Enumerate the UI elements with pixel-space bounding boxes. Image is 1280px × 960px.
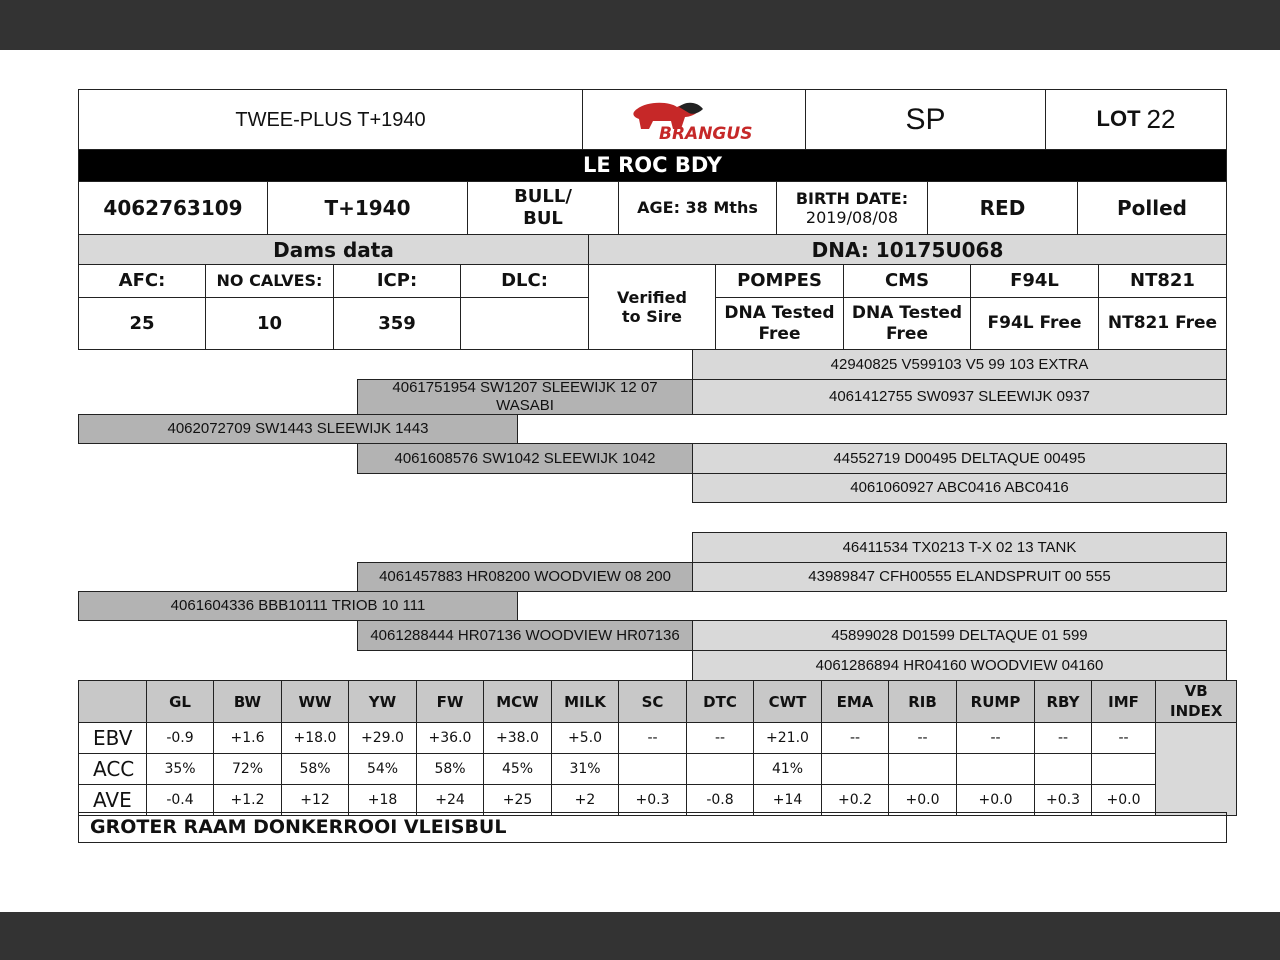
pedigree-sire-dam-sire: 44552719 D00495 DELTAQUE 00495 bbox=[692, 443, 1227, 474]
acc-cell bbox=[889, 754, 957, 785]
pedigree-dam-sire: 4061457883 HR08200 WOODVIEW 08 200 bbox=[357, 562, 693, 592]
ebv-header-cwt: CWT bbox=[754, 681, 822, 723]
ave-cell: +0.2 bbox=[822, 785, 889, 816]
ave-cell: +0.3 bbox=[1035, 785, 1092, 816]
pedigree-dam-dam-dam: 4061286894 HR04160 WOODVIEW 04160 bbox=[692, 650, 1227, 681]
ebv-cell: +21.0 bbox=[754, 723, 822, 754]
ebv-header-blank bbox=[79, 681, 147, 723]
row-label: AVE bbox=[79, 785, 147, 816]
tag: T+1940 bbox=[267, 181, 468, 235]
pedigree-dam-dam: 4061288444 HR07136 WOODVIEW HR07136 bbox=[357, 620, 693, 651]
dams-header-dlc: DLC: bbox=[460, 264, 589, 298]
pedigree-dam-sire-dam: 43989847 CFH00555 ELANDSPRUIT 00 555 bbox=[692, 562, 1227, 592]
ave-cell: -0.8 bbox=[687, 785, 754, 816]
animal-header-name: TWEE-PLUS T+1940 bbox=[78, 89, 583, 150]
ebv-cell: +5.0 bbox=[552, 723, 619, 754]
ebv-header-mcw: MCW bbox=[484, 681, 552, 723]
ebv-header-row bbox=[79, 681, 1237, 723]
ebv-cell: -- bbox=[619, 723, 687, 754]
age: AGE: 38 Mths bbox=[618, 181, 777, 235]
ebv-header-fw: FW bbox=[417, 681, 484, 723]
pedigree-sire-sire-sire: 42940825 V599103 V5 99 103 EXTRA bbox=[692, 349, 1227, 380]
header-code: SP bbox=[805, 89, 1046, 150]
ebv-header-imf: IMF bbox=[1092, 681, 1156, 723]
dna-value-pompes: DNA Tested Free bbox=[715, 297, 844, 350]
ebv-row bbox=[79, 723, 1237, 754]
ave-cell: +14 bbox=[754, 785, 822, 816]
acc-cell: 54% bbox=[349, 754, 417, 785]
color: RED bbox=[927, 181, 1078, 235]
dna-title: DNA: 10175U068 bbox=[588, 234, 1227, 265]
ebv-cell: +38.0 bbox=[484, 723, 552, 754]
ebv-cell: +18.0 bbox=[282, 723, 349, 754]
ebv-cell: -- bbox=[687, 723, 754, 754]
pedigree-sire-dam-dam: 4061060927 ABC0416 ABC0416 bbox=[692, 473, 1227, 503]
ebv-cell: +36.0 bbox=[417, 723, 484, 754]
vb-index-cell bbox=[1156, 723, 1237, 816]
dna-value-nt821: NT821 Free bbox=[1098, 297, 1227, 350]
ebv-cell: -- bbox=[957, 723, 1035, 754]
dna-header-nt821: NT821 bbox=[1098, 264, 1227, 298]
ebv-cell: -0.9 bbox=[147, 723, 214, 754]
acc-cell bbox=[687, 754, 754, 785]
dna-header-cms: CMS bbox=[843, 264, 971, 298]
ave-cell: +0.0 bbox=[957, 785, 1035, 816]
dna-header-pompes: POMPES bbox=[715, 264, 844, 298]
ave-cell: +0.0 bbox=[889, 785, 957, 816]
dams-value-dlc bbox=[460, 297, 589, 350]
acc-cell: 72% bbox=[214, 754, 282, 785]
footer-note: GROTER RAAM DONKERROOI VLEISBUL bbox=[78, 812, 1227, 843]
ebv-cell: -- bbox=[1092, 723, 1156, 754]
acc-cell bbox=[1092, 754, 1156, 785]
dna-verified: Verified to Sire bbox=[588, 264, 716, 350]
pedigree-dam-sire-sire: 46411534 TX0213 T-X 02 13 TANK bbox=[692, 532, 1227, 563]
ave-cell: +18 bbox=[349, 785, 417, 816]
ebv-cell: -- bbox=[822, 723, 889, 754]
acc-row bbox=[79, 754, 1237, 785]
bottom-dark-bar bbox=[0, 912, 1280, 960]
ave-cell: +12 bbox=[282, 785, 349, 816]
ebv-header-dtc: DTC bbox=[687, 681, 754, 723]
logo-text: BRANGUS bbox=[659, 123, 753, 144]
pedigree-dam: 4061604336 BBB10111 TRIOB 10 111 bbox=[78, 591, 518, 621]
ebv-header-ema: EMA bbox=[822, 681, 889, 723]
dams-header-icp: ICP: bbox=[333, 264, 461, 298]
ave-cell: +25 bbox=[484, 785, 552, 816]
acc-cell: 35% bbox=[147, 754, 214, 785]
acc-cell: 58% bbox=[417, 754, 484, 785]
ave-cell: +0.0 bbox=[1092, 785, 1156, 816]
dna-header-f94l: F94L bbox=[970, 264, 1099, 298]
acc-cell: 45% bbox=[484, 754, 552, 785]
ebv-cell: +29.0 bbox=[349, 723, 417, 754]
pedigree-sire-sire-dam: 4061412755 SW0937 SLEEWIJK 0937 bbox=[692, 379, 1227, 415]
ebv-header-ww: WW bbox=[282, 681, 349, 723]
acc-cell: 31% bbox=[552, 754, 619, 785]
reg-number: 4062763109 bbox=[78, 181, 268, 235]
ave-cell: +1.2 bbox=[214, 785, 282, 816]
acc-cell: 58% bbox=[282, 754, 349, 785]
row-label: ACC bbox=[79, 754, 147, 785]
pedigree-sire: 4062072709 SW1443 SLEEWIJK 1443 bbox=[78, 414, 518, 444]
ebv-cell: -- bbox=[1035, 723, 1092, 754]
dams-value-no-calves: 10 bbox=[205, 297, 334, 350]
animal-name-bar: LE ROC BDY bbox=[78, 149, 1227, 182]
ebv-header-yw: YW bbox=[349, 681, 417, 723]
dams-value-afc: 25 bbox=[78, 297, 206, 350]
birth-date bbox=[776, 181, 928, 235]
lot-label: LOT bbox=[1096, 106, 1141, 132]
ebv-header-milk: MILK bbox=[552, 681, 619, 723]
ebv-header-rib: RIB bbox=[889, 681, 957, 723]
acc-cell bbox=[619, 754, 687, 785]
dna-value-cms: DNA Tested Free bbox=[843, 297, 971, 350]
dams-header-afc: AFC: bbox=[78, 264, 206, 298]
horn-status: Polled bbox=[1077, 181, 1227, 235]
ebv-table bbox=[78, 680, 1237, 816]
ebv-cell: +1.6 bbox=[214, 723, 282, 754]
sex: BULL/ BUL bbox=[467, 181, 619, 235]
ave-cell: -0.4 bbox=[147, 785, 214, 816]
dams-value-icp: 359 bbox=[333, 297, 461, 350]
acc-cell bbox=[822, 754, 889, 785]
ebv-header-sc: SC bbox=[619, 681, 687, 723]
row-label: EBV bbox=[79, 723, 147, 754]
ebv-header-rby: RBY bbox=[1035, 681, 1092, 723]
top-dark-bar bbox=[0, 0, 1280, 50]
bull-logo-icon bbox=[619, 95, 769, 145]
acc-cell bbox=[957, 754, 1035, 785]
pedigree-sire-dam: 4061608576 SW1042 SLEEWIJK 1042 bbox=[357, 443, 693, 474]
lot-number: 22 bbox=[1146, 103, 1176, 134]
ave-row bbox=[79, 785, 1237, 816]
ave-cell: +0.3 bbox=[619, 785, 687, 816]
ebv-header-vb-index: VB INDEX bbox=[1156, 681, 1237, 723]
ebv-header-bw: BW bbox=[214, 681, 282, 723]
birth-date-value: 2019/08/08 bbox=[805, 208, 899, 227]
ebv-header-rump: RUMP bbox=[957, 681, 1035, 723]
dna-value-f94l: F94L Free bbox=[970, 297, 1099, 350]
acc-cell: 41% bbox=[754, 754, 822, 785]
dams-title: Dams data bbox=[78, 234, 589, 265]
lot-box bbox=[1045, 89, 1227, 150]
ave-cell: +24 bbox=[417, 785, 484, 816]
pedigree-sire-sire: 4061751954 SW1207 SLEEWIJK 12 07 WASABI bbox=[357, 379, 693, 415]
ebv-cell: -- bbox=[889, 723, 957, 754]
brangus-logo bbox=[582, 89, 806, 150]
ebv-header-gl: GL bbox=[147, 681, 214, 723]
ave-cell: +2 bbox=[552, 785, 619, 816]
dams-header-no-calves: NO CALVES: bbox=[205, 264, 334, 298]
acc-cell bbox=[1035, 754, 1092, 785]
pedigree-dam-dam-sire: 45899028 D01599 DELTAQUE 01 599 bbox=[692, 620, 1227, 651]
birth-date-label: BIRTH DATE: bbox=[795, 188, 909, 208]
